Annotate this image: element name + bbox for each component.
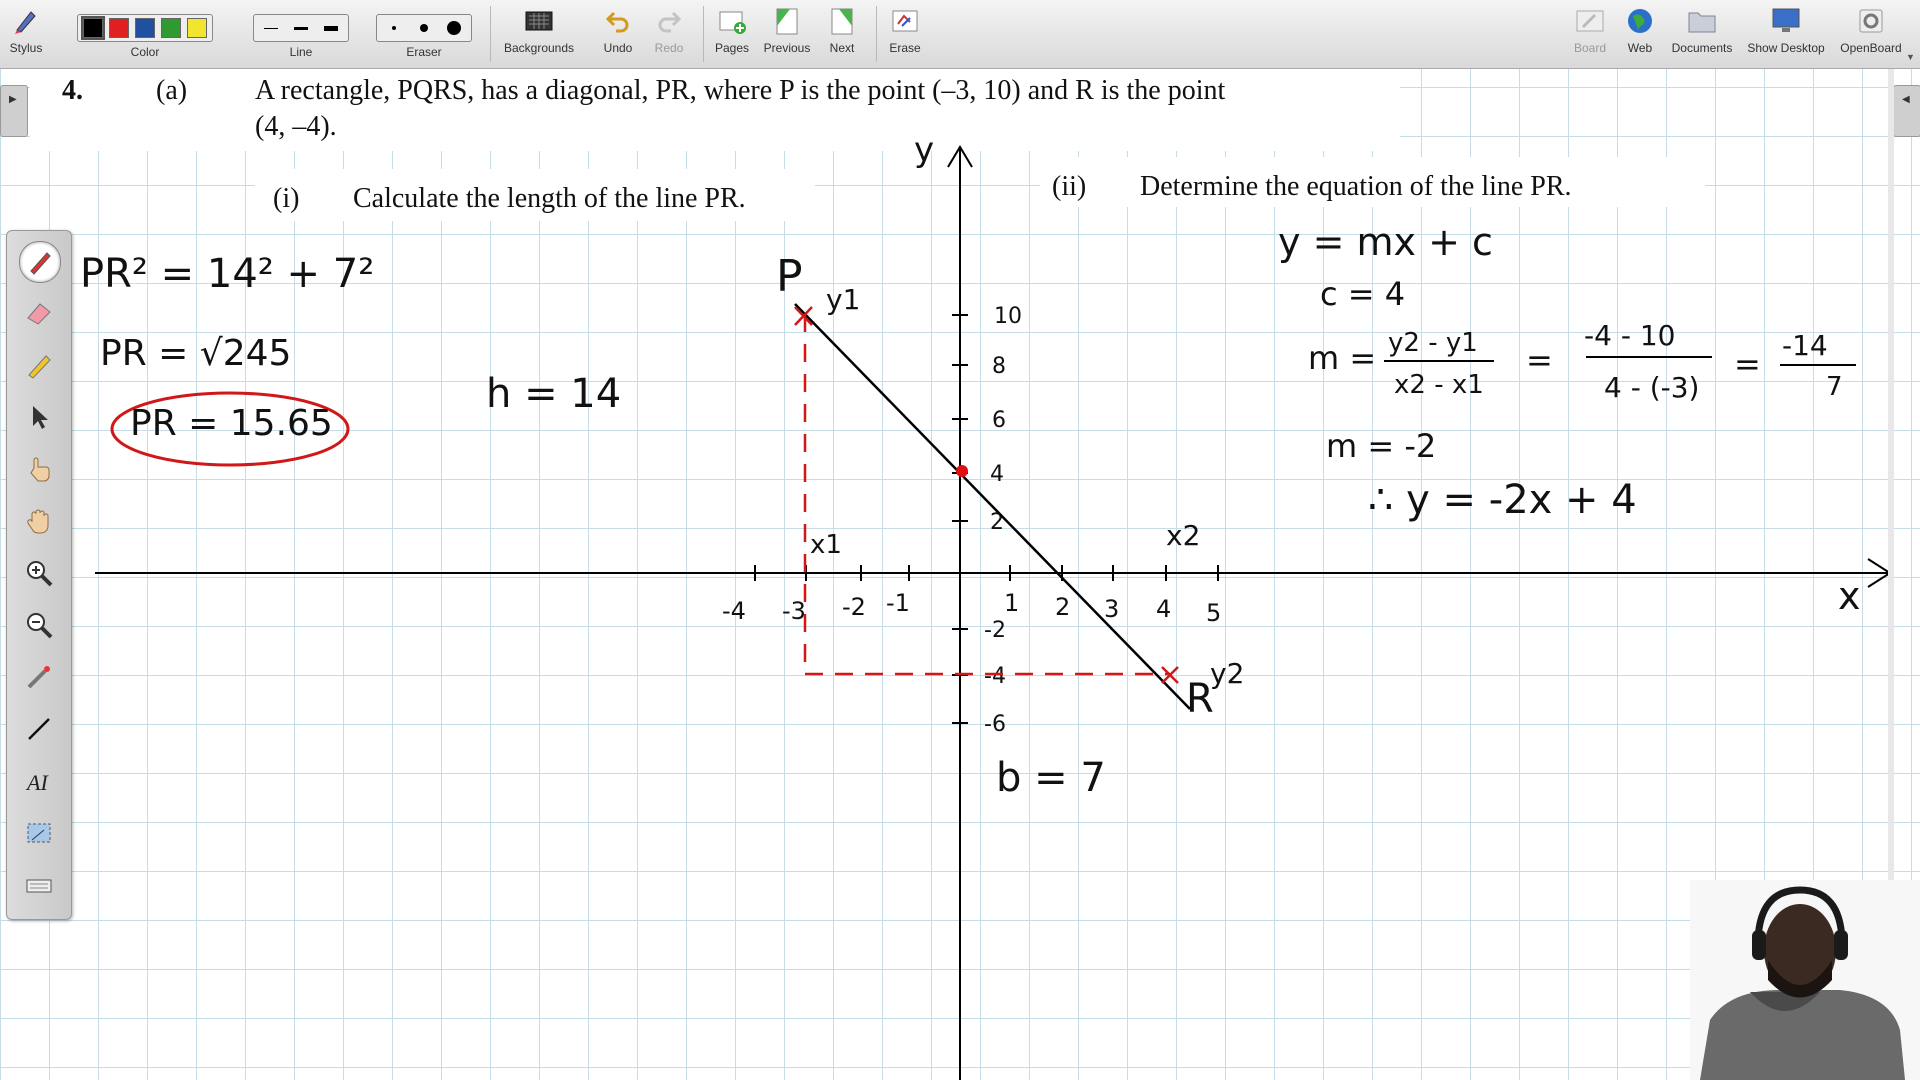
- final-equation: ∴ y = -2x + 4: [1368, 477, 1637, 523]
- question-part-label: (a): [156, 75, 188, 106]
- virtual-keyboard-tool[interactable]: [19, 865, 59, 905]
- undo-button[interactable]: Undo: [598, 4, 638, 64]
- y-tick-label: 8: [992, 354, 1006, 379]
- subquestion-i-number: (i): [273, 183, 300, 214]
- y-tick-label: 6: [992, 408, 1006, 433]
- erase-board-icon: [888, 4, 922, 38]
- handwriting-layer: [0, 69, 1920, 1080]
- y-tick-label: 10: [994, 304, 1022, 329]
- general-equation: y = mx + c: [1278, 220, 1493, 264]
- height-value: h = 14: [486, 371, 622, 417]
- eraser-size-picker: Eraser: [373, 4, 475, 64]
- add-page-icon: [715, 4, 749, 38]
- question-number: 4.: [62, 75, 83, 106]
- equals-sign: =: [1526, 341, 1553, 379]
- stylus-icon: [9, 4, 43, 38]
- web-button[interactable]: Web: [1620, 4, 1660, 64]
- label-p: P: [776, 251, 803, 302]
- folder-icon: [1685, 4, 1719, 38]
- gradient-fraction-numerator: -14: [1782, 329, 1828, 362]
- gradient-sub-denominator: 4 - (-3): [1604, 371, 1700, 404]
- pen-tool[interactable]: [19, 241, 61, 283]
- eraser-large-option[interactable]: [439, 17, 469, 39]
- highlighter-tool[interactable]: [19, 345, 59, 385]
- previous-page-icon: [770, 4, 804, 38]
- presenter-webcam: [1690, 880, 1920, 1080]
- y-axis-label: y: [914, 130, 935, 170]
- label-x2: x2: [1166, 519, 1201, 552]
- label-y2: y2: [1210, 657, 1245, 690]
- line-icon: [24, 714, 54, 744]
- x-tick-label: 2: [1055, 593, 1071, 621]
- question-text-line2: (4, –4).: [255, 111, 337, 142]
- presenter-image: [1690, 880, 1920, 1080]
- previous-page-button[interactable]: Previous: [762, 4, 812, 64]
- board-button[interactable]: Board: [1568, 4, 1612, 64]
- erase-button[interactable]: Erase: [884, 4, 926, 64]
- capture-tool[interactable]: [19, 813, 59, 853]
- x-tick-label: -2: [842, 593, 866, 621]
- x-tick-label: -3: [782, 597, 806, 625]
- y-tick-label: -2: [984, 618, 1006, 643]
- x-axis-label: x: [1838, 574, 1861, 618]
- line-thin-option[interactable]: [256, 17, 286, 39]
- gear-icon: [1854, 4, 1888, 38]
- svg-text:AI: AI: [27, 770, 48, 795]
- board-icon: [1573, 4, 1607, 38]
- color-swatch[interactable]: [187, 18, 207, 38]
- monitor-icon: [1769, 4, 1803, 38]
- x-tick-label: 3: [1104, 595, 1120, 623]
- color-picker: Color: [62, 4, 228, 64]
- laser-pointer-icon: [24, 662, 54, 692]
- next-page-button[interactable]: Next: [822, 4, 862, 64]
- equals-sign: =: [1734, 345, 1761, 383]
- color-swatches: [77, 14, 213, 42]
- intercept-value: c = 4: [1320, 275, 1406, 313]
- show-desktop-button[interactable]: Show Desktop: [1744, 4, 1828, 64]
- base-value: b = 7: [996, 755, 1106, 801]
- zoom-in-tool[interactable]: [19, 553, 59, 593]
- chevron-down-icon[interactable]: ▼: [1906, 52, 1915, 62]
- eraser-small-option[interactable]: [379, 17, 409, 39]
- undo-icon: [601, 4, 635, 38]
- color-swatch[interactable]: [109, 18, 129, 38]
- subquestion-ii-text: Determine the equation of the line PR.: [1140, 171, 1572, 202]
- pointing-hand-icon: [24, 454, 54, 484]
- whiteboard-canvas[interactable]: [0, 69, 1920, 1080]
- backgrounds-button[interactable]: Backgrounds: [500, 4, 578, 64]
- gradient-formula-numerator: y2 - y1: [1388, 328, 1478, 358]
- label-x1: x1: [810, 530, 842, 560]
- gradient-value: m = -2: [1326, 427, 1437, 465]
- gradient-formula-denominator: x2 - x1: [1394, 370, 1484, 400]
- cursor-arrow-icon: [24, 402, 54, 432]
- pr-squared-working: PR² = 14² + 7²: [80, 251, 375, 297]
- x-tick-label: 1: [1004, 589, 1020, 617]
- redo-icon: [652, 4, 686, 38]
- left-page-panel-tab[interactable]: [0, 85, 28, 137]
- line-medium-option[interactable]: [286, 17, 316, 39]
- x-tick-label: 5: [1206, 599, 1222, 627]
- keyboard-icon: [24, 870, 54, 900]
- y-tick-label: -4: [984, 664, 1006, 689]
- question-text-line1: A rectangle, PQRS, has a diagonal, PR, where P is the point (–3, 10) and R is the point: [255, 75, 1226, 106]
- eraser-medium-option[interactable]: [409, 17, 439, 39]
- color-swatch[interactable]: [83, 18, 103, 38]
- gradient-sub-numerator: -4 - 10: [1584, 319, 1676, 352]
- gradient-m-label: m =: [1308, 339, 1377, 377]
- y-tick-label: 4: [990, 462, 1004, 487]
- line-width-picker: Line: [250, 4, 352, 64]
- y-tick-label: -6: [984, 712, 1006, 737]
- openboard-menu-button[interactable]: OpenBoard: [1836, 4, 1906, 64]
- subquestion-i-text: Calculate the length of the line PR.: [353, 183, 746, 214]
- next-page-icon: [825, 4, 859, 38]
- color-swatch[interactable]: [161, 18, 181, 38]
- interact-tool[interactable]: [19, 449, 59, 489]
- line-tool[interactable]: [19, 709, 59, 749]
- x-tick-label: -4: [722, 597, 746, 625]
- hand-pan-tool[interactable]: [19, 501, 59, 541]
- select-tool[interactable]: [19, 397, 59, 437]
- text-icon: [24, 766, 54, 796]
- backgrounds-icon: [522, 4, 556, 38]
- gradient-fraction-denominator: 7: [1826, 372, 1843, 402]
- laser-pointer-tool[interactable]: [19, 657, 59, 697]
- pr-result: PR = 15.65: [130, 403, 333, 444]
- point-r-marker: [1162, 667, 1178, 683]
- pages-button[interactable]: Pages: [712, 4, 752, 64]
- screen-capture-icon: [24, 818, 54, 848]
- documents-button[interactable]: Documents: [1668, 4, 1736, 64]
- zoom-in-icon: [24, 558, 54, 588]
- x-tick-label: 4: [1156, 595, 1172, 623]
- right-library-panel-tab[interactable]: [1893, 85, 1920, 137]
- eraser-icon: [24, 298, 54, 328]
- redo-button[interactable]: Redo: [649, 4, 689, 64]
- zoom-out-icon: [24, 610, 54, 640]
- chevron-right-icon: ▶: [9, 94, 17, 105]
- subquestion-ii-number: (ii): [1052, 171, 1087, 202]
- pen-icon: [25, 247, 55, 277]
- label-y1: y1: [826, 283, 861, 316]
- x-tick-label: -1: [886, 589, 910, 617]
- label-r: R: [1186, 676, 1214, 722]
- pr-sqrt-working: PR = √245: [100, 333, 292, 374]
- text-tool[interactable]: [19, 761, 59, 801]
- y-tick-label: 2: [990, 510, 1004, 535]
- tool-palette: [6, 230, 72, 920]
- eraser-tool[interactable]: [19, 293, 59, 333]
- color-swatch[interactable]: [135, 18, 155, 38]
- line-thick-option[interactable]: [316, 17, 346, 39]
- point-p-marker: [795, 307, 812, 325]
- zoom-out-tool[interactable]: [19, 605, 59, 645]
- stylus-button[interactable]: Stylus: [4, 4, 48, 64]
- main-toolbar: [0, 0, 1920, 69]
- chevron-left-icon: ◀: [1902, 94, 1910, 105]
- y-intercept-point: [956, 465, 968, 477]
- highlighter-icon: [24, 350, 54, 380]
- hand-icon: [24, 506, 54, 536]
- globe-icon: [1623, 4, 1657, 38]
